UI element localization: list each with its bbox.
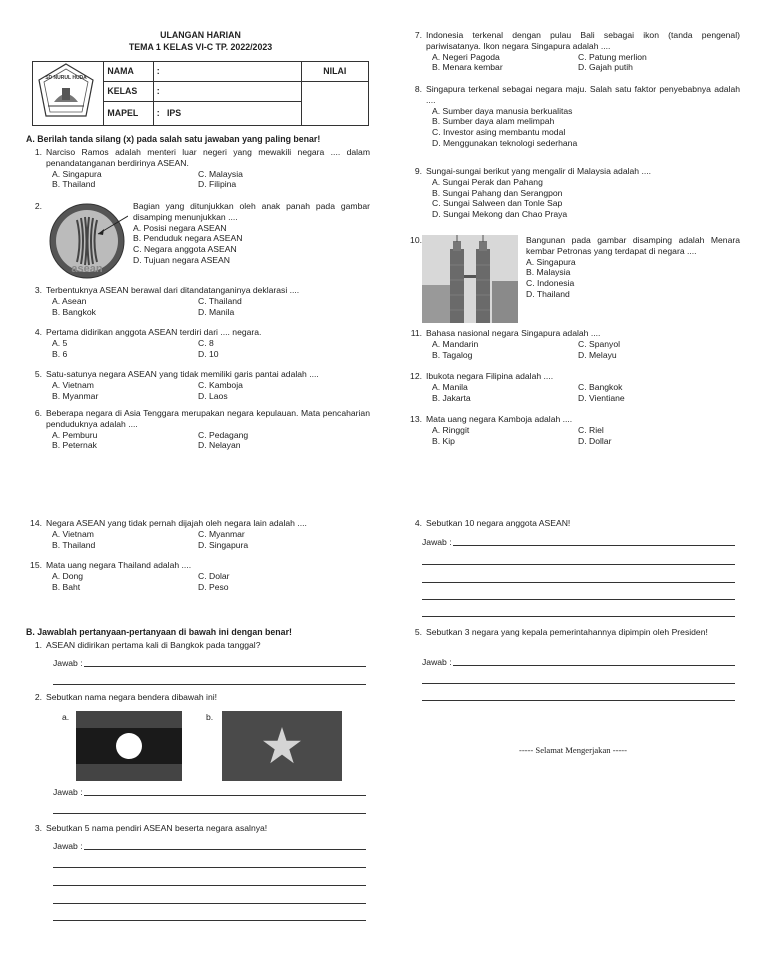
option[interactable]: B. 6 — [52, 348, 68, 359]
flag-b-label: b. — [206, 712, 214, 722]
question-1: 1. Narciso Ramos adalah menteri luar negeri yang mewakili negara .... dalam penandatanganan berdirinya ASEAN. A. Singapura C. Malaysia B. Thailand D. Filipina — [34, 147, 370, 190]
school-logo — [33, 62, 104, 126]
question-4: 4. Pertama didirikan anggota ASEAN terdiri dari .... negara. A. 5 C. 8 B. 6 D. 10 — [26, 327, 370, 359]
answer-line[interactable] — [53, 885, 366, 886]
closing-text: ----- Selamat Mengerjakan ----- — [518, 745, 628, 755]
question-8: 8. Singapura terkenal sebagai negara maju. Salah satu faktor penyebabnya adalah .... A. Sumber daya manusia berkualitas B. Sumber daya alam melimpah C. Investor asing membantu modal D. Menggunakan teknologi sederhana — [414, 84, 740, 149]
student-id-table — [32, 61, 369, 126]
vietnam-flag-image — [222, 711, 342, 781]
option[interactable]: B. Myanmar — [52, 390, 99, 401]
option[interactable]: C. Sungai Salween dan Tonle Sap — [432, 198, 563, 209]
option[interactable]: A. Pemburu — [52, 429, 98, 440]
jawab-label: Jawab : — [53, 841, 83, 851]
jawab-label: Jawab : — [422, 537, 452, 547]
option[interactable]: D. Vientiane — [578, 392, 625, 403]
option[interactable]: D. Sungai Mekong dan Chao Praya — [432, 209, 568, 220]
option[interactable]: B. Thailand — [52, 179, 96, 190]
answer-line[interactable] — [84, 795, 366, 796]
answer-line[interactable] — [453, 545, 735, 546]
option[interactable]: A. Manila — [432, 381, 468, 392]
question-7: 7. Indonesia terkenal dengan pulau Bali sebagai ikon (tanda pengenal) pariwisatanya. Ikon negara Singapura adalah .... A. Negeri Pagoda C. Patung merlion B. Menara kembar D. Gajah putih — [414, 30, 740, 73]
option[interactable]: C. Bangkok — [578, 381, 623, 392]
option[interactable]: D. Filipina — [198, 179, 237, 190]
answer-line[interactable] — [53, 920, 366, 921]
option[interactable]: B. Menara kembar — [432, 62, 503, 73]
option[interactable]: D. Manila — [198, 306, 235, 317]
kelas-field[interactable]: : — [153, 82, 301, 102]
answer-line[interactable] — [84, 666, 366, 667]
essay-4: 4. Sebutkan 10 negara anggota ASEAN! — [414, 518, 571, 528]
nama-field[interactable]: : — [153, 62, 301, 82]
option[interactable]: B. Sungai Pahang dan Serangpon — [432, 187, 563, 198]
answer-line[interactable] — [422, 700, 735, 701]
option[interactable]: A. Ringgit — [432, 424, 470, 435]
nilai-field[interactable] — [301, 82, 368, 126]
exam-subtitle: TEMA 1 KELAS VI-C TP. 2022/2023 — [128, 42, 273, 52]
question-15: 15. Mata uang negara Thailand adalah .... A. Dong C. Dolar B. Baht D. Peso — [26, 560, 370, 592]
option[interactable]: B. Baht — [52, 581, 81, 592]
option[interactable]: D. Dollar — [578, 435, 612, 446]
option[interactable]: C. Riel — [578, 424, 604, 435]
option[interactable]: C. Patung merlion — [578, 51, 647, 62]
option[interactable]: D. Peso — [198, 581, 229, 592]
option[interactable]: B. Kip — [432, 435, 455, 446]
option[interactable]: A. Sungai Perak dan Pahang — [432, 176, 543, 187]
question-14: 14. Negara ASEAN yang tidak pernah dijajah oleh negara lain adalah .... A. Vietnam C. Myanmar B. Thailand D. Singapura — [26, 518, 370, 550]
option[interactable]: A. Singapura — [526, 256, 576, 267]
option[interactable]: C. Thailand — [198, 295, 242, 306]
option[interactable]: A. Vietnam — [52, 379, 94, 390]
question-6: 6. Beberapa negara di Asia Tenggara merupakan negara kepulauan. Mata pencaharian penduduknya adalah .... A. Pemburu C. Pedagang B. Peternak D. Nelayan — [34, 408, 370, 451]
answer-line[interactable] — [453, 665, 735, 666]
question-9: 9. Sungai-sungai berikut yang mengalir di Malaysia adalah .... A. Sungai Perak dan Pahang B. Sungai Pahang dan Serangpon C. Sungai Salween dan Tonle Sap D. Sungai Mekong dan Chao Praya — [406, 166, 740, 220]
option[interactable]: C. Myanmar — [198, 528, 245, 539]
essay-2: 2. Sebutkan nama negara bendera dibawah ini! — [34, 692, 218, 702]
essay-3: 3. Sebutkan 5 nama pendiri ASEAN beserta negara asalnya! — [34, 823, 268, 833]
option[interactable]: C. Indonesia — [526, 278, 575, 289]
laos-flag-image — [76, 711, 182, 781]
answer-line[interactable] — [53, 903, 366, 904]
question-2: 2. asean Bagian yang ditunjukkan oleh anak panah pada gambar disamping menunjukkan .... A. Posisi negara ASEAN B. Penduduk negara ASEAN C. Negara anggota ASEAN D. Tujuan negara ASEAN — [26, 201, 370, 281]
flag-a-label: a. — [62, 712, 70, 722]
answer-line[interactable] — [422, 564, 735, 565]
question-11: 11. Bahasa nasional negara Singapura adalah .... A. Mandarin C. Spanyol B. Tagalog D. Melayu — [406, 328, 740, 360]
question-12: 12. Ibukota negara Filipina adalah .... A. Manila C. Bangkok B. Jakarta D. Vientiane — [406, 371, 740, 403]
option[interactable]: C. 8 — [198, 337, 214, 348]
option[interactable]: A. Sumber daya manusia berkualitas — [432, 105, 573, 116]
jawab-label: Jawab : — [53, 658, 83, 668]
asean-logo-icon — [46, 202, 128, 280]
option[interactable]: C. Dolar — [198, 570, 230, 581]
option[interactable]: C. Malaysia — [198, 168, 243, 179]
question-3: 3. Terbentuknya ASEAN berawal dari ditandatanganinya deklarasi .... A. Asean C. Thailand B. Bangkok D. Manila — [26, 285, 370, 317]
question-5: 5. Satu-satunya negara ASEAN yang tidak memiliki garis pantai adalah .... A. Vietnam C. Kamboja B. Myanmar D. Laos — [26, 369, 370, 401]
answer-line[interactable] — [422, 616, 735, 617]
option[interactable]: B. Peternak — [52, 440, 97, 451]
school-logo-icon — [36, 62, 96, 122]
option[interactable]: B. Penduduk negara ASEAN — [133, 233, 243, 244]
answer-line[interactable] — [53, 684, 366, 685]
option[interactable]: D. Menggunakan teknologi sederhana — [432, 138, 578, 149]
jawab-label: Jawab : — [53, 787, 83, 797]
option[interactable]: B. Jakarta — [432, 392, 471, 403]
mapel-field: : IPS — [153, 102, 301, 126]
option[interactable]: A. Mandarin — [432, 338, 479, 349]
logo-text: SD NURUL HUDA — [45, 75, 87, 81]
option[interactable]: B. Tagalog — [432, 349, 473, 360]
option[interactable]: A. Singapura — [52, 168, 102, 179]
option[interactable]: A. Dong — [52, 570, 84, 581]
petronas-towers-image — [422, 235, 518, 323]
option[interactable]: D. 10 — [198, 348, 219, 359]
nilai-label: NILAI — [301, 62, 368, 82]
option[interactable]: A. Posisi negara ASEAN — [133, 222, 227, 233]
asean-logo-text: asean — [71, 263, 103, 275]
answer-line[interactable] — [53, 813, 366, 814]
question-10: 10. Bangunan pada gambar disamping adalah Menara kembar Petronas yang terdapat di negara .... A. Singapura B. Malaysia C. Indonesia D. Thailand — [406, 235, 740, 325]
option[interactable]: C. Investor asing membantu modal — [432, 127, 566, 138]
mapel-label: MAPEL — [104, 102, 153, 126]
option[interactable]: D. Laos — [198, 390, 228, 401]
answer-line[interactable] — [84, 849, 366, 850]
option[interactable]: D. Nelayan — [198, 440, 241, 451]
essay-5: 5. Sebutkan 3 negara yang kepala pemerintahannya dipimpin oleh Presiden! — [414, 627, 708, 637]
section-a-title: A. Berilah tanda silang (x) pada salah satu jawaban yang paling benar! — [26, 134, 321, 144]
option[interactable]: C. Kamboja — [198, 379, 243, 390]
essay-1: 1. ASEAN didirikan pertama kali di Bangkok pada tanggal? — [34, 640, 261, 650]
nama-label: NAMA — [104, 62, 153, 82]
option[interactable]: A. Negeri Pagoda — [432, 51, 500, 62]
option[interactable]: B. Bangkok — [52, 306, 96, 317]
option[interactable]: C. Pedagang — [198, 429, 249, 440]
question-13: 13. Mata uang negara Kamboja adalah .... A. Ringgit C. Riel B. Kip D. Dollar — [406, 414, 740, 446]
answer-line[interactable] — [422, 683, 735, 684]
option[interactable]: B. Malaysia — [526, 267, 571, 278]
answer-line[interactable] — [422, 582, 735, 583]
option[interactable]: C. Spanyol — [578, 338, 621, 349]
option[interactable]: D. Gajah putih — [578, 62, 633, 73]
option[interactable]: A. Vietnam — [52, 528, 94, 539]
exam-title: ULANGAN HARIAN — [160, 30, 241, 40]
option[interactable]: A. Asean — [52, 295, 87, 306]
option[interactable]: C. Negara anggota ASEAN — [133, 244, 237, 255]
kelas-label: KELAS — [104, 82, 153, 102]
option[interactable]: D. Melayu — [578, 349, 617, 360]
option[interactable]: D. Singapura — [198, 539, 249, 550]
answer-line[interactable] — [422, 599, 735, 600]
section-b-title: B. Jawablah pertanyaan-pertanyaan di bawah ini dengan benar! — [26, 627, 292, 637]
answer-line[interactable] — [53, 867, 366, 868]
option[interactable]: D. Tujuan negara ASEAN — [133, 255, 230, 266]
option[interactable]: D. Thailand — [526, 289, 570, 300]
jawab-label: Jawab : — [422, 657, 452, 667]
option[interactable]: B. Thailand — [52, 539, 96, 550]
option[interactable]: A. 5 — [52, 337, 68, 348]
option[interactable]: B. Sumber daya alam melimpah — [432, 116, 555, 127]
